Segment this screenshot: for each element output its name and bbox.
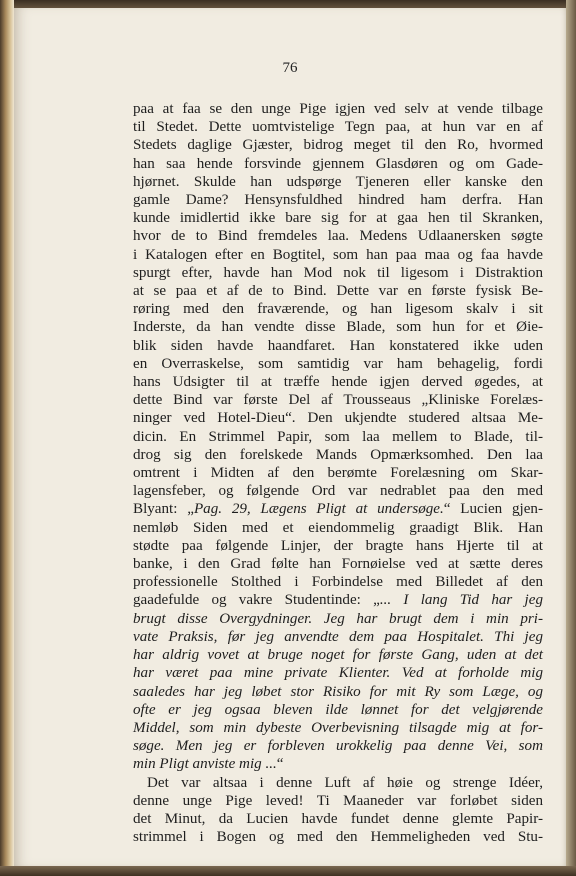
body-text	[133, 100, 543, 846]
text-segment: nemløb Siden med et eiendommelig graadigt Blik. Han	[133, 519, 543, 536]
italic-quote-segment: har været paa mine private Klienter. Ved at forholde mig	[133, 665, 543, 682]
text-line	[133, 118, 543, 136]
text-segment: Inderste, da han vendte disse Blade, som hun for et Øie-	[133, 319, 543, 336]
text-segment: banke, i den Grad følte han Fornøielse ved at sætte deres	[133, 556, 543, 573]
text-line	[133, 737, 543, 755]
text-segment: i Katalogen efter en Bogtitel, som han paa maa og faa havde	[133, 246, 543, 263]
text-line	[133, 282, 543, 300]
italic-quote-segment: saaledes har jeg løbet stor Risiko for mit Ry som Læge, og	[133, 683, 543, 700]
text-segment: denne unge Pige leved! Ti Maaneder var forløbet siden	[133, 792, 543, 809]
text-segment: hans Udsigter til at træffe hende igjen derved øgedes, at	[133, 374, 543, 391]
text-line	[133, 136, 543, 154]
text-line	[133, 264, 543, 282]
text-segment: han saa hende forsvinde gjennem Glasdøren og om Gade-	[133, 155, 543, 172]
text-line	[133, 610, 543, 628]
text-line	[133, 774, 543, 792]
text-line	[133, 300, 543, 318]
text-segment: paa at faa se den unge Pige igjen ved selv at vende tilbage	[133, 101, 543, 117]
text-line	[133, 519, 543, 537]
italic-quote-segment: Middel, som min dybeste Overbevisning tilsagde mig at for-	[133, 719, 543, 736]
text-line	[133, 537, 543, 555]
text-segment: blik siden havde haandfaret. Han konstatered ikke uden	[133, 337, 543, 354]
text-segment: drog sig den forelskede Mands Opmærksomhed. Den laa	[133, 446, 543, 463]
book-binding	[0, 0, 14, 876]
text-line	[133, 664, 543, 682]
text-line	[133, 373, 543, 391]
text-line	[133, 428, 543, 446]
text-segment: gaadefulde og vakre Studentinde: „	[133, 592, 380, 609]
text-segment: dicin. En Strimmel Papir, som laa mellem to Blade, til-	[133, 428, 543, 445]
text-segment: Det var altsaa i denne Luft af høie og strenge Idéer,	[147, 774, 543, 791]
text-line	[133, 209, 543, 227]
book-page	[14, 8, 566, 866]
text-segment: dette Bind var første Del af Trousseaus „Kliniske Forelæs-	[133, 392, 543, 409]
text-segment: omtrent i Midten af den berømte Forelæsning om Skar-	[133, 465, 543, 482]
text-line	[133, 173, 543, 191]
text-segment: Blyant: „	[133, 501, 194, 518]
text-segment: lagensfeber, og følgende Ord var nedrablet paa den med	[133, 483, 543, 500]
text-line	[133, 464, 543, 482]
text-segment: til Stedet. Dette uomtvistelige Tegn paa, at hun var en af	[133, 119, 543, 136]
text-segment: Stedets daglige Gjæster, bidrog meget til den Ro, hvormed	[133, 137, 543, 154]
italic-quote-segment: Pag. 29, Lægens Pligt at undersøge.	[193, 501, 444, 518]
text-line	[133, 446, 543, 464]
text-segment: professionelle Stolthed i Forbindelse med Billedet af den	[133, 574, 543, 591]
italic-quote-segment: søge. Men jeg er forbleven urokkelig paa denne Vei, som	[133, 738, 543, 755]
text-segment: strimmel i Bogen og med den Hemmeligheden ved Stu-	[133, 829, 543, 846]
book-bottom-edge	[0, 866, 576, 876]
text-line	[133, 810, 543, 828]
text-line	[133, 646, 543, 664]
text-line	[133, 318, 543, 336]
text-line	[133, 100, 543, 118]
text-segment: ninger ved Hotel-Dieu“. Den ukjendte studered altsaa Me-	[133, 410, 543, 427]
text-line	[133, 409, 543, 427]
text-segment: hjørnet. Skulde han udspørge Tjeneren eller kanske den	[133, 173, 543, 190]
italic-quote-segment: har aldrig vovet at bruge noget for første Gang, uden at det	[133, 647, 543, 664]
text-line	[133, 591, 543, 609]
text-segment: kunde imidlertid ikke bare sig for at gaa hen til Skranken,	[133, 210, 543, 227]
text-segment: spurgt efter, havde han Mod nok til ligesom i Distraktion	[133, 264, 543, 281]
text-line	[133, 628, 543, 646]
text-segment: gamle Dame? Hensynsfuldhed hindred ham derfra. Han	[133, 192, 543, 209]
text-line	[133, 555, 543, 573]
text-segment: røring med den fraværende, og han ligesom skalv i sit	[133, 301, 543, 318]
text-line	[133, 828, 543, 846]
italic-quote-segment: vate Praksis, før jeg anvendte dem paa Hospitalet. Thi jeg	[133, 628, 543, 645]
text-line	[133, 719, 543, 737]
text-line	[133, 701, 543, 719]
text-segment: “ Lucien gjen-	[443, 501, 543, 518]
text-line	[133, 683, 543, 701]
italic-quote-segment: ofte er jeg ogsaa bleven ilde lønnet for det velgjørende	[133, 701, 543, 718]
text-line	[133, 246, 543, 264]
text-line	[133, 227, 543, 245]
text-line	[133, 792, 543, 810]
text-line	[133, 500, 543, 518]
italic-quote-segment: min Pligt anviste mig ...	[133, 756, 277, 773]
text-line	[133, 337, 543, 355]
page-stack-edge	[566, 0, 576, 876]
text-segment: det Minut, da Lucien havde fundet denne glemte Papir-	[133, 810, 543, 827]
text-line	[133, 573, 543, 591]
text-line	[133, 391, 543, 409]
text-line	[133, 191, 543, 209]
text-line	[133, 155, 543, 173]
text-segment: en Overraskelse, som samtidig var ham behagelig, fordi	[133, 355, 543, 372]
text-segment: “	[276, 756, 284, 773]
text-line	[133, 482, 543, 500]
text-line	[133, 355, 543, 373]
italic-quote-segment: brugt disse Overgydninger. Jeg har brugt dem i min pri-	[133, 610, 543, 627]
text-segment: hvor de to Bind fremdeles laa. Medens Udlaanersken søgte	[133, 228, 543, 245]
text-line	[133, 755, 543, 773]
text-segment: at se paa et af de to Bind. Dette var en første fysisk Be-	[133, 283, 543, 300]
page-number: 76	[282, 60, 298, 76]
italic-quote-segment: ... I lang Tid har jeg	[379, 592, 543, 609]
text-segment: stødte paa følgende Linjer, der bragte hans Hjerte til at	[133, 537, 543, 554]
